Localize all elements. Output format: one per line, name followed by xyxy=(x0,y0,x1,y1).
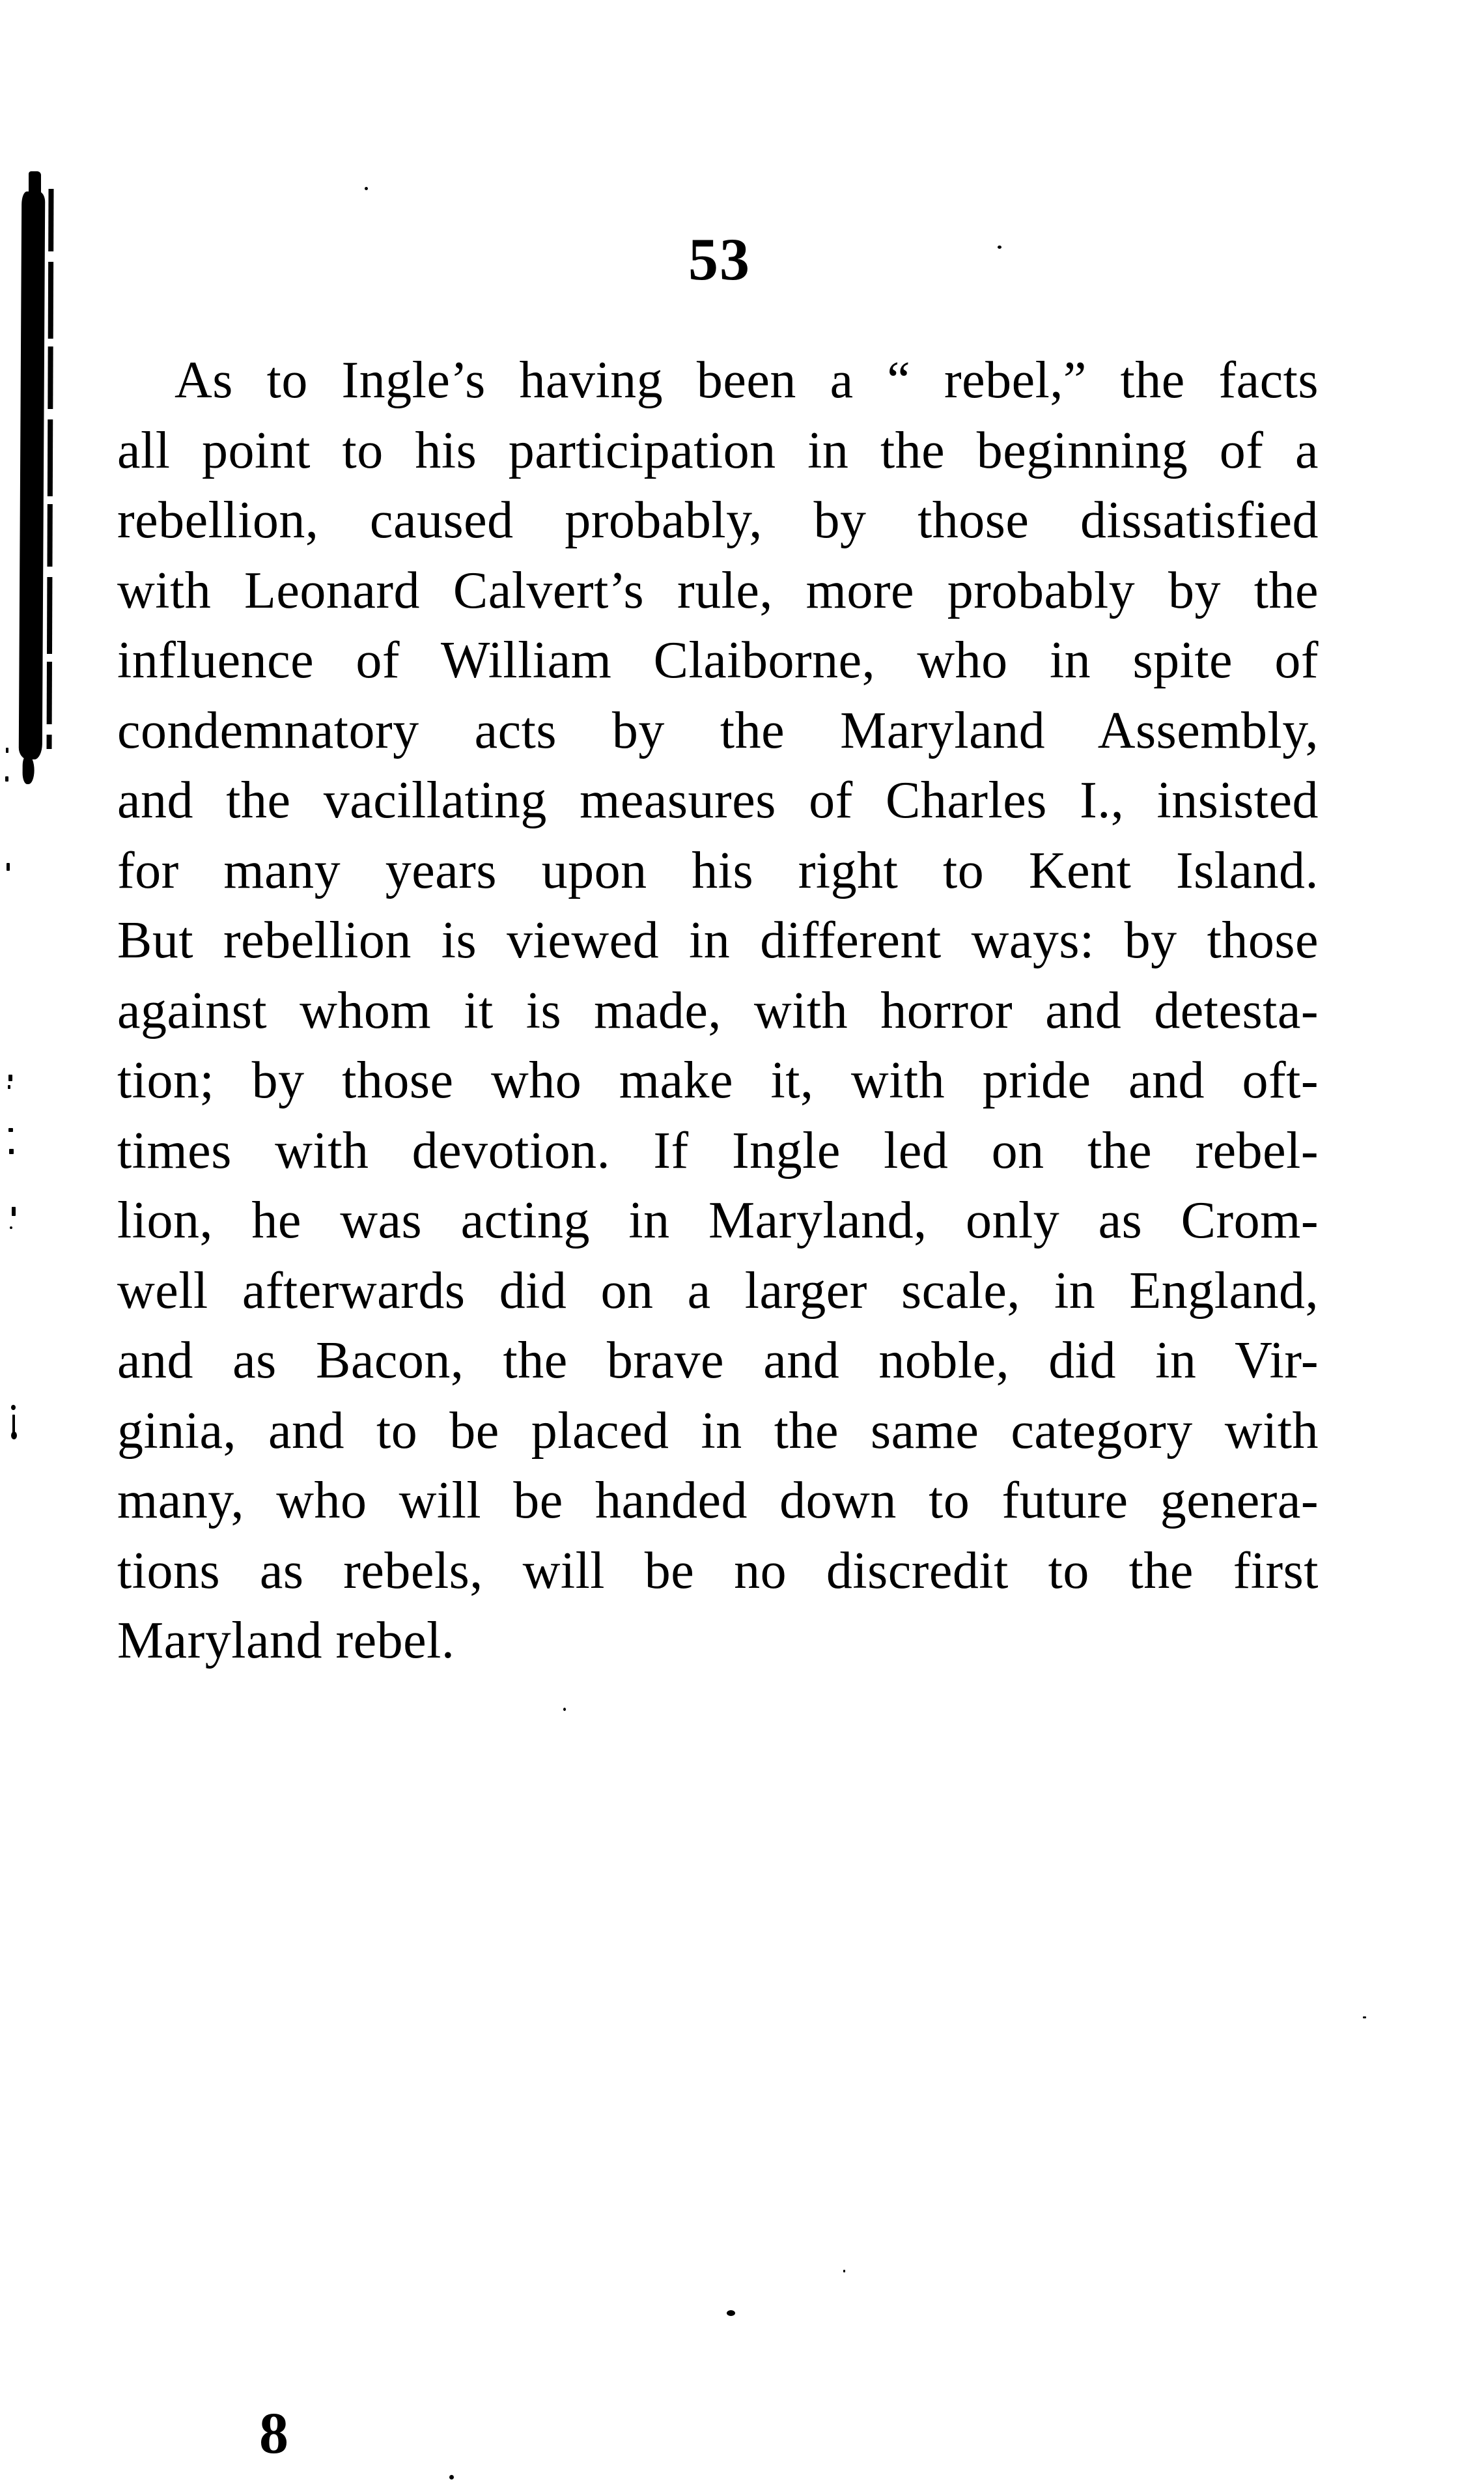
text-line: rebellion, caused probably, by those dissatisfied xyxy=(117,492,1319,549)
text-line: and as Bacon, the brave and noble, did in Vir- xyxy=(117,1332,1319,1389)
ink-speck xyxy=(1363,2016,1366,2018)
text-line: many, who will be handed down to future genera- xyxy=(117,1472,1319,1529)
text-line: lion, he was acting in Maryland, only as Crom- xyxy=(117,1192,1319,1249)
text-line: tion; by those who make it, with pride and oft- xyxy=(117,1052,1319,1109)
ink-speck xyxy=(843,2270,845,2272)
text-line: for many years upon his right to Kent Island. xyxy=(117,841,1319,899)
text-line: Maryland rebel. xyxy=(117,1612,455,1669)
text-line: times with devotion. If Ingle led on the rebel- xyxy=(117,1122,1319,1179)
ink-speck xyxy=(7,863,10,871)
text-line: all point to his participation in the beginning of a xyxy=(117,421,1319,479)
text-line: But rebellion is viewed in different ways: by those xyxy=(117,912,1319,969)
text-line: influence of William Claiborne, who in spite of xyxy=(117,632,1319,689)
binding-line-mark xyxy=(46,189,53,749)
text-line: with Leonard Calvert’s rule, more probably by the xyxy=(117,561,1319,619)
ink-speck xyxy=(449,2475,454,2479)
page-number-top: 53 xyxy=(688,226,751,292)
ink-speck xyxy=(12,1207,16,1216)
text-line: well afterwards did on a larger scale, in England, xyxy=(117,1262,1319,1320)
binding-bar-mark xyxy=(19,191,46,759)
text-line: tions as rebels, will be no discredit to the first xyxy=(117,1542,1319,1600)
ink-speck xyxy=(11,1432,17,1439)
ink-speck xyxy=(8,1128,13,1132)
text-line: against whom it is made, with horror and detesta- xyxy=(117,982,1319,1039)
ink-speck xyxy=(10,1226,12,1229)
ink-speck xyxy=(9,1149,14,1154)
ink-speck xyxy=(8,1075,12,1081)
ink-speck xyxy=(6,748,8,753)
ink-speck xyxy=(727,2310,735,2316)
text-line: condemnatory acts by the Maryland Assembly, xyxy=(117,701,1319,759)
ink-speck xyxy=(998,246,1001,249)
ink-speck xyxy=(563,1708,566,1711)
ink-speck xyxy=(11,1405,16,1410)
body-paragraph xyxy=(117,346,1319,1676)
text-line: and the vacillating measures of Charles I., insisted xyxy=(117,772,1319,829)
ink-speck xyxy=(5,776,8,782)
text-line: ginia, and to be placed in the same category with xyxy=(117,1402,1319,1460)
page-number-bottom: 8 xyxy=(259,2401,288,2466)
text-line: As to Ingle’s having been a “ rebel,” the facts xyxy=(175,352,1319,409)
ink-speck xyxy=(365,187,368,190)
ink-speck xyxy=(8,1085,10,1089)
